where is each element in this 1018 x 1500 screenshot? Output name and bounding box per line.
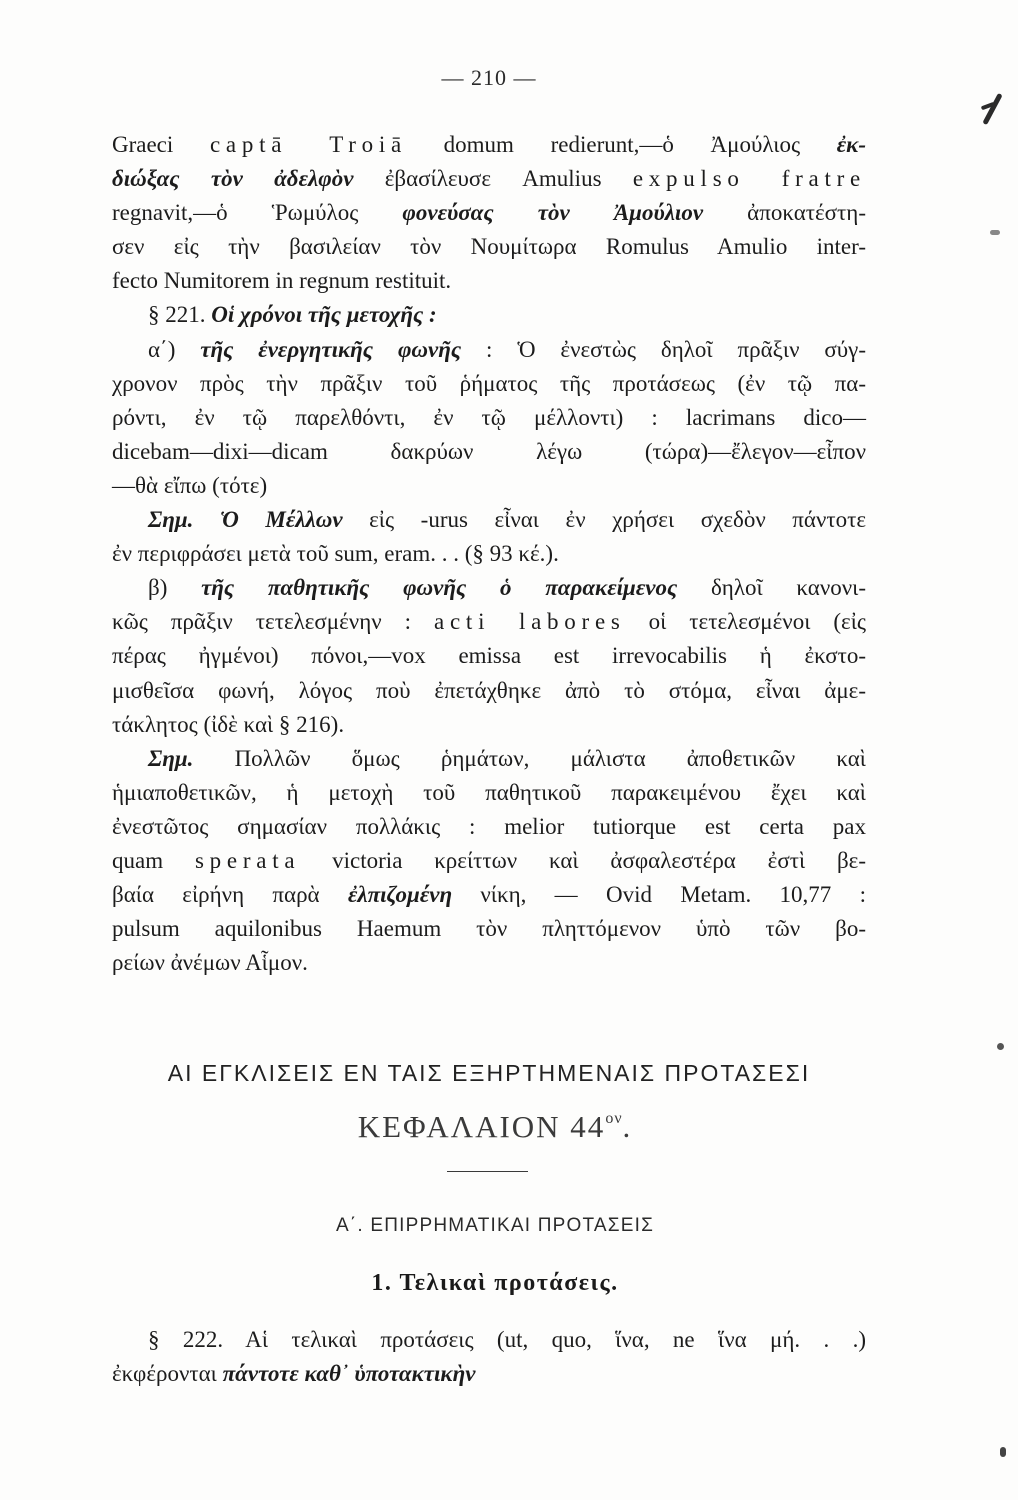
text-line (112, 844, 866, 878)
text-run: Πολλῶν ὅμως ῥημάτων, μάλιστα ἀποθετικῶν καὶ (193, 745, 866, 771)
text-run: ἐβασίλευσε Amulius (353, 166, 633, 192)
text-line (112, 878, 866, 912)
text-run: χρονον πρὸς τὴν πρᾶξιν τοῦ ῥήματος τῆς προτάσεως (ἐν τῷ πα- (112, 370, 866, 396)
chapter-ordinal-suffix: ον (605, 1109, 623, 1127)
emphasized-text: ἐλπιζομένη (347, 882, 453, 908)
paragraph (112, 128, 866, 298)
text-line (112, 537, 866, 571)
text-line (112, 708, 866, 742)
text-line (112, 674, 866, 708)
paragraph (112, 1323, 866, 1391)
text-line (112, 435, 866, 469)
text-run: δηλοῖ κανονι- (677, 575, 866, 601)
spaced-text: acti labores (434, 609, 626, 635)
text-run: dicebam—dixi—dicam δακρύων λέγω (τώρα)—ἔλεγον—εἶπον (112, 438, 866, 464)
paragraph (112, 333, 866, 503)
scan-mark (1000, 1447, 1006, 1457)
text-line (112, 367, 866, 401)
text-run: κῶς πρᾶξιν τετελεσμένην : (112, 609, 435, 635)
scan-mark (990, 230, 1000, 235)
emphasized-text: διώξας τὸν ἀδελφὸν (112, 166, 354, 192)
part-heading: ΑΙ ΕΓΚΛΙΣΕΙΣ ΕΝ ΤΑΙΣ ΕΞΗΡΤΗΜΕΝΑΙΣ ΠΡΟΤΑΣΕΣΙ (167, 1060, 811, 1086)
text-line (112, 128, 866, 162)
text-line (112, 196, 866, 230)
text-run: οἱ τετελεσμένοι (εἰς (625, 609, 866, 635)
text-run: fecto Numitorem in regnum restituit. (112, 268, 452, 294)
chapter-rule (447, 1171, 528, 1172)
scan-mark (997, 1043, 1004, 1050)
subsection-heading: Α΄. ΕΠΙΡΡΗΜΑΤΙΚΑΙ ΠΡΟΤΑΣΕΙΣ (335, 1215, 655, 1236)
text-run: quam (112, 847, 195, 873)
text-run: regnavit,—ὁ Ῥωμύλος (112, 200, 403, 226)
chapter-title (118, 1105, 872, 1155)
emphasized-text: ἐκ- (836, 132, 866, 157)
text-run: —θὰ εἴπω (τότε) (112, 472, 268, 498)
emphasized-text: Σημ. Ὁ Μέλλων (148, 507, 343, 533)
text-line (112, 162, 866, 196)
body-text (112, 128, 866, 980)
emphasized-text: τῆς παθητικῆς φωνῆς ὁ παρακείμενος (201, 575, 678, 601)
text-run: εἰς -urus εἶναι ἐν χρήσει σχεδὸν πάντοτε (342, 507, 867, 533)
text-line (112, 1357, 866, 1391)
text-run: πέρας ἠγμένοι) πόνοι,—vox emissa est irrevocabilis ἡ ἐκστο- (112, 643, 866, 669)
emphasized-text: Σημ. (148, 745, 194, 771)
spaced-text: sperata (194, 847, 301, 873)
section-body-text (112, 1323, 866, 1391)
text-line (112, 401, 866, 435)
text-run: σεν εἰς τὴν βασιλείαν τὸν Νουμίτωρα Romulus Amulio inter- (112, 234, 866, 260)
paragraph (112, 571, 866, 741)
spaced-text: expulso fratre (632, 166, 866, 192)
text-line (112, 946, 866, 980)
emphasized-text: Οἱ χρόνοι τῆς μετοχῆς : (211, 302, 437, 328)
text-line (112, 230, 866, 264)
text-run: β) (148, 575, 202, 601)
emphasized-text: φονεύσας τὸν Ἀμούλιον (402, 200, 704, 226)
chapter-label: ΚΕΦΑΛΑΙΟΝ 44 (357, 1109, 606, 1144)
text-line (112, 639, 866, 673)
text-run: victoria κρείττων καὶ ἀσφαλεστέρα ἐστὶ βε- (300, 847, 866, 873)
text-run: Graeci (112, 132, 210, 157)
chapter-end-mark: . (622, 1109, 633, 1144)
text-run: α΄) (148, 336, 201, 362)
paragraph (112, 298, 866, 332)
text-line (112, 912, 866, 946)
page-number: — 210 — (441, 65, 537, 90)
paragraph (112, 742, 866, 981)
emphasized-text: πάντοτε καθ᾽ ὑποτακτικὴν (222, 1361, 476, 1387)
emphasized-text: τῆς ἐνεργητικῆς φωνῆς (200, 336, 462, 362)
text-run: § 222. Αἱ τελικαὶ προτάσεις (ut, quo, ἵνα, ne ἵνα μή. . .) (148, 1327, 866, 1352)
text-line (112, 264, 866, 298)
text-run: : Ὁ ἐνεστὼς δηλοῖ πρᾶξιν σύγ- (461, 336, 867, 362)
text-line (112, 333, 866, 367)
text-run: domum redierunt,—ὁ Ἀμούλιος (407, 132, 837, 157)
text-line (112, 776, 866, 810)
text-line (112, 810, 866, 844)
text-run: ἐνεστῶτος σημασίαν πολλάκις : melior tutiorque est certa pax (112, 813, 866, 839)
text-line (112, 605, 866, 639)
section-title: 1. Τελικαὶ προτάσεις. (371, 1270, 619, 1296)
text-line (112, 1323, 866, 1357)
text-run: ἀποκατέστη- (703, 200, 866, 226)
text-run: § 221. (148, 302, 212, 328)
text-run: pulsum aquilonibus Haemum τὸν πληττόμενον ὑπὸ τῶν βο- (112, 916, 866, 942)
text-run: ρείων ἀνέμων Αἷμον. (112, 950, 308, 976)
text-line (112, 469, 866, 503)
text-line (112, 571, 866, 605)
text-line (112, 742, 866, 776)
text-run: ἡμιαποθετικῶν, ἡ μετοχὴ τοῦ παθητικοῦ παρακειμένου ἔχει καὶ (112, 779, 866, 805)
text-run: ἐκφέρονται (112, 1361, 223, 1387)
text-run: ἐν περιφράσει μετὰ τοῦ sum, eram. . . (§ 93 κέ.). (112, 541, 559, 567)
text-line (112, 298, 866, 332)
text-line (112, 503, 866, 537)
paragraph (112, 503, 866, 571)
text-run: τάκλητος (ἰδὲ καὶ § 216). (112, 711, 345, 737)
text-run: μισθεῖσα φωνή, λόγος ποὺ ἐπετάχθηκε ἀπὸ τὸ στόμα, εἶναι ἀμε- (112, 677, 866, 703)
text-run: νίκη, — Ovid Metam. 10,77 : (452, 882, 866, 908)
spaced-text: captā Troiā (209, 132, 407, 157)
text-run: βαία εἰρήνη παρὰ (112, 882, 348, 908)
text-run: ρόντι, ἐν τῷ παρελθόντι, ἐν τῷ μέλλοντι) : lacrimans dico— (112, 404, 866, 430)
